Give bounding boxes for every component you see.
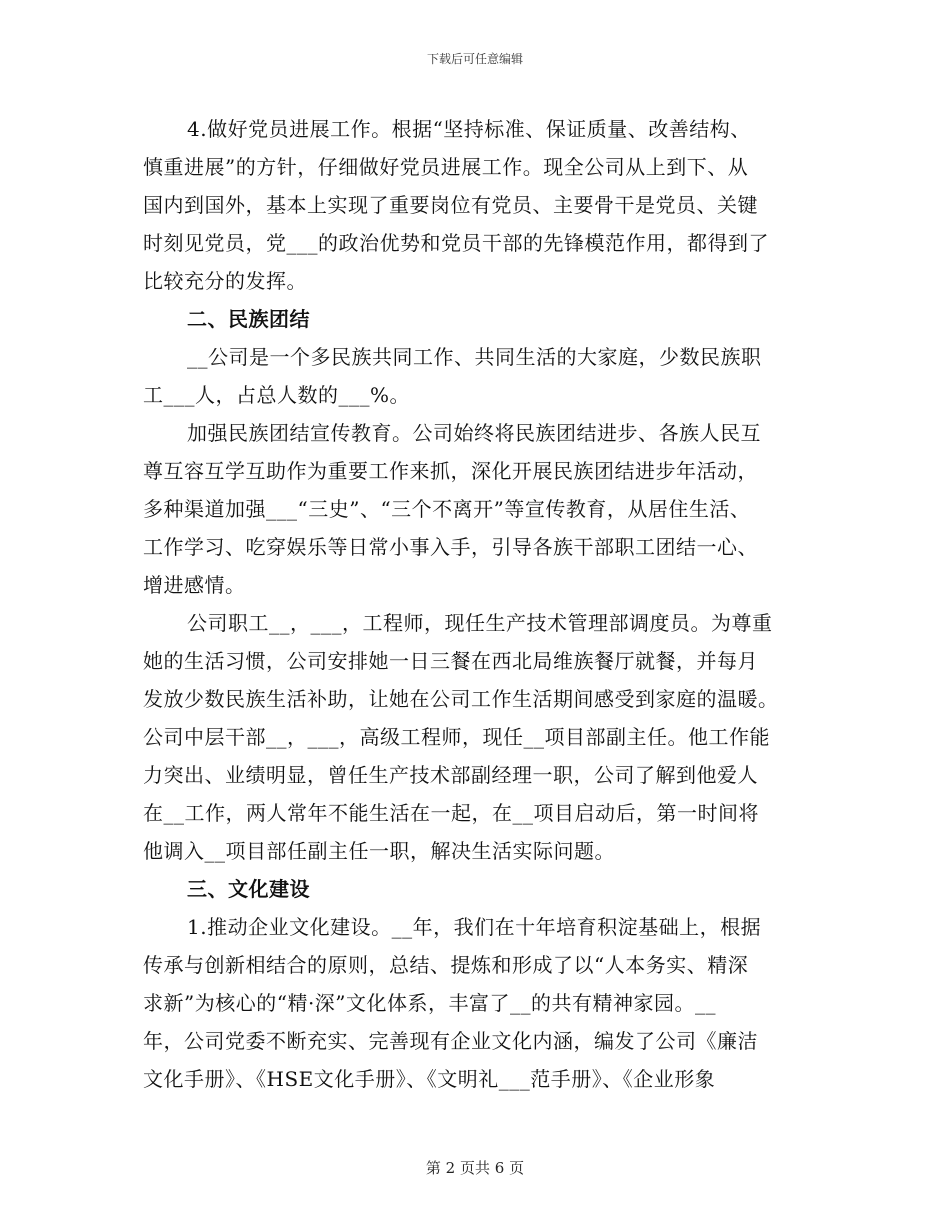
paragraph-line: 发放少数民族生活补助，让她在公司工作生活期间感受到家庭的温暖。: [143, 687, 779, 711]
paragraph-line: 力突出、业绩明显，曾任生产技术部副经理一职，公司了解到他爱人: [143, 763, 758, 787]
paragraph-line: 国内到国外，基本上实现了重要岗位有党员、主要骨干是党员、关键: [143, 193, 758, 217]
paragraph-line: 在__工作，两人常年不能生活在一起，在__项目启动后，第一时间将: [143, 801, 759, 825]
paragraph-line: 她的生活习惯，公司安排她一日三餐在西北局维族餐厅就餐，并每月: [143, 649, 758, 673]
paragraph-line: 文化手册》、《HSE文化手册》、《文明礼___范手册》、《企业形象: [143, 1067, 716, 1091]
paragraph-line: 尊互容互学互助作为重要工作来抓，深化开展民族团结进步年活动，: [143, 459, 758, 483]
section-heading: 二、民族团结: [187, 307, 310, 331]
paragraph-line: 传承与创新相结合的原则，总结、提炼和形成了以“人本务实、精深: [143, 953, 749, 977]
paragraph-line: 他调入__项目部任副主任一职，解决生活实际问题。: [143, 839, 615, 863]
paragraph-line: 公司中层干部__，___，高级工程师，现任__项目部副主任。他工作能: [143, 725, 770, 749]
paragraph-line: 慎重进展”的方针，仔细做好党员进展工作。现全公司从上到下、从: [143, 155, 749, 179]
section-heading: 三、文化建设: [187, 877, 310, 901]
paragraph-line: 工___人，占总人数的___%。: [143, 383, 411, 407]
page-header: 下载后可任意编辑: [426, 52, 523, 66]
paragraph-line: 增进感情。: [143, 573, 246, 597]
paragraph-line: 加强民族团结宣传教育。公司始终将民族团结进步、各族人民互: [187, 421, 761, 445]
paragraph-line: 求新”为核心的“精·深”文化体系，丰富了__的共有精神家园。__: [143, 991, 717, 1015]
paragraph-line: 比较充分的发挥。: [143, 269, 307, 293]
page-footer: 第 2 页共 6 页: [425, 1159, 525, 1177]
paragraph-line: 年，公司党委不断充实、完善现有企业文化内涵，编发了公司《廉洁: [143, 1029, 758, 1053]
paragraph-line: __公司是一个多民族共同工作、共同生活的大家庭，少数民族职: [187, 345, 762, 369]
paragraph-line: 时刻见党员，党___的政治优势和党员干部的先锋模范作用，都得到了: [143, 231, 769, 255]
paragraph-line: 公司职工__，___，工程师，现任生产技术管理部调度员。为尊重: [187, 611, 773, 635]
paragraph-line: 4.做好党员进展工作。根据“坚持标准、保证质量、改善结构、: [187, 117, 751, 141]
paragraph-line: 1.推动企业文化建设。__年，我们在十年培育积淀基础上，根据: [187, 915, 762, 939]
document-body: [143, 110, 823, 1098]
paragraph-line: 工作学习、吃穿娱乐等日常小事入手，引导各族干部职工团结一心、: [143, 535, 758, 559]
paragraph-line: 多种渠道加强___“三史”、“三个不离开”等宣传教育，从居住生活、: [143, 497, 751, 521]
